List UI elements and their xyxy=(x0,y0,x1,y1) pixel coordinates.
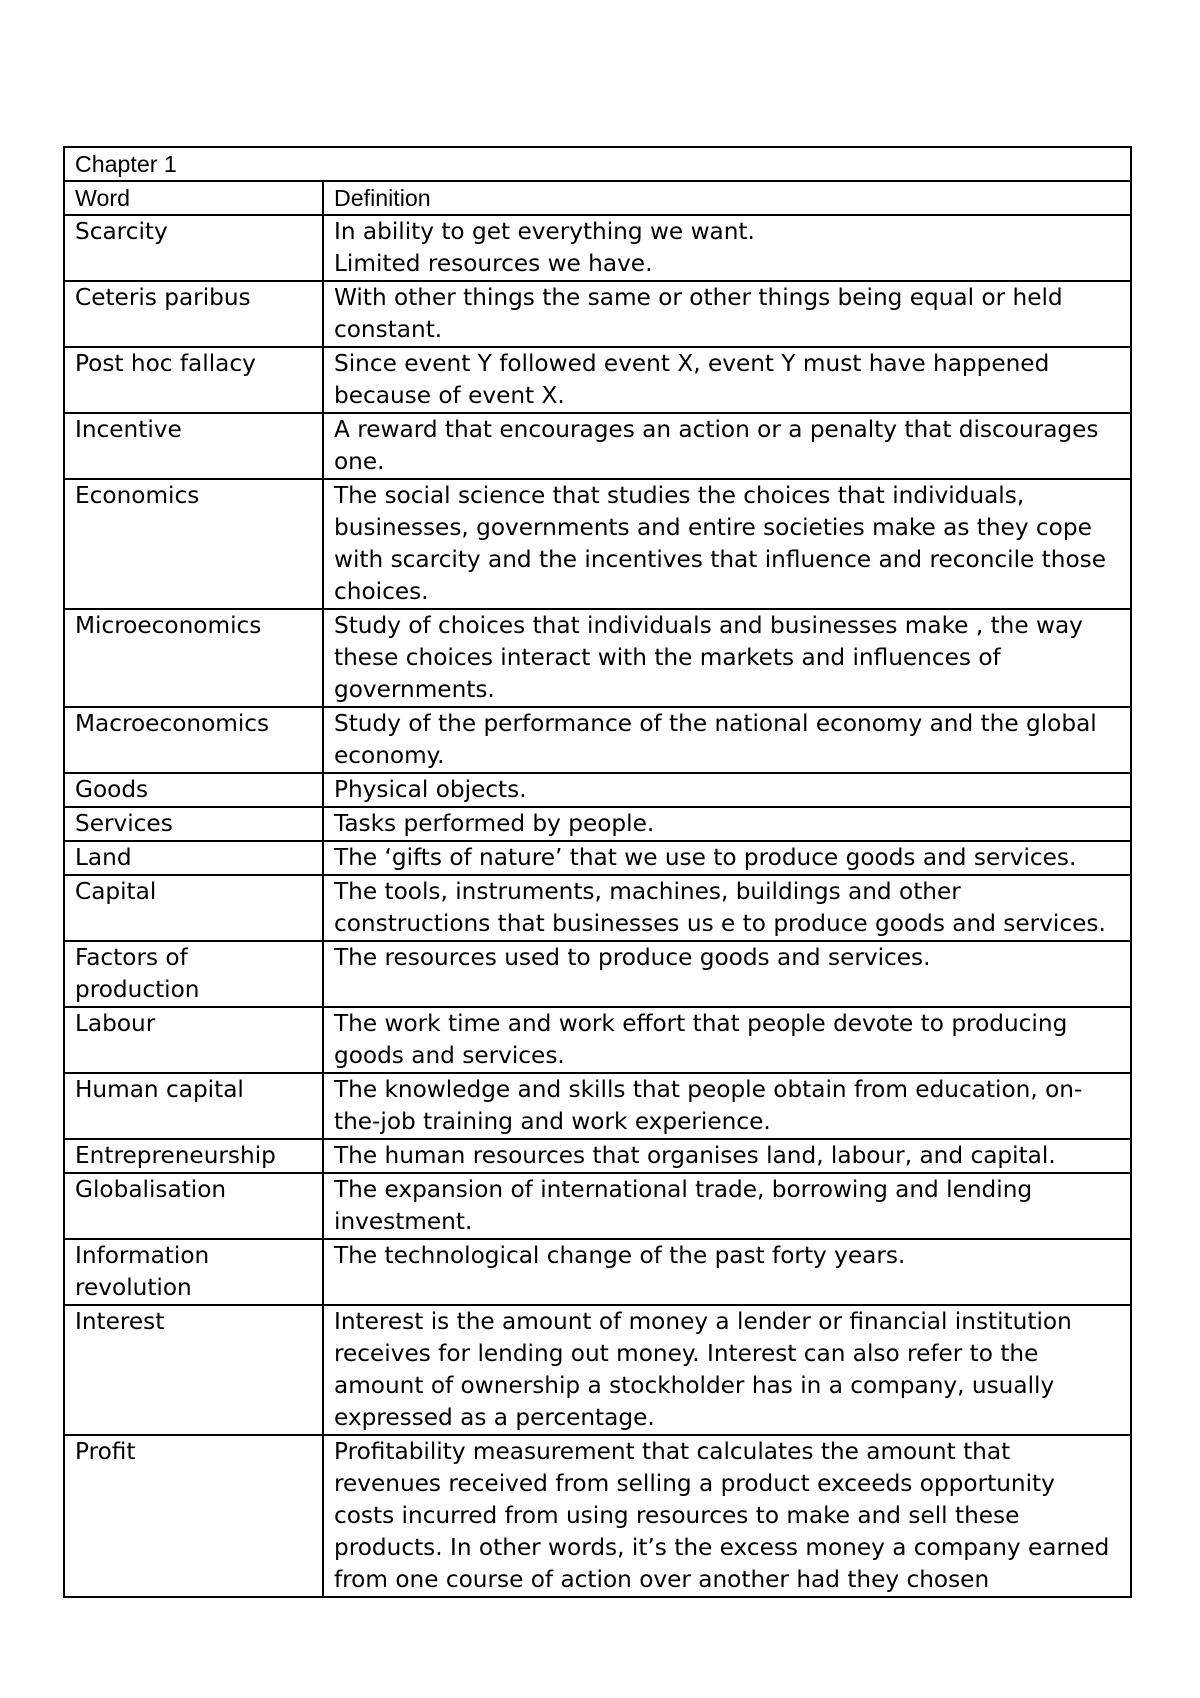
table-row xyxy=(64,1305,1131,1435)
definition-text: The ‘gifts of nature’ that we use to produce goods and services. xyxy=(334,844,1077,871)
word-column-header: Word xyxy=(64,181,323,215)
table-row xyxy=(64,875,1131,941)
definition-text: The work time and work effort that people devote to producing goods and services. xyxy=(334,1010,1068,1069)
definition-cell xyxy=(323,281,1131,347)
definition-text: The tools, instruments, machines, buildings and other constructions that businesses us e to produce goods and services. xyxy=(334,878,1106,937)
definition-text: With other things the same or other things being equal or held constant. xyxy=(334,284,1063,343)
definition-cell xyxy=(323,1239,1131,1305)
definition-text: A reward that encourages an action or a penalty that discourages one. xyxy=(334,416,1099,475)
term-cell: Interest xyxy=(64,1305,323,1435)
table-row xyxy=(64,413,1131,479)
term-cell: Goods xyxy=(64,773,323,807)
definition-text: The expansion of international trade, borrowing and lending investment. xyxy=(334,1176,1033,1235)
definition-text: The knowledge and skills that people obtain from education, on-the-job training and work experience. xyxy=(334,1076,1083,1135)
term-cell: Human capital xyxy=(64,1073,323,1139)
definition-cell xyxy=(323,707,1131,773)
table-caption: Chapter 1 xyxy=(64,147,1131,181)
definition-text: The technological change of the past forty years. xyxy=(334,1242,906,1269)
table-row xyxy=(64,707,1131,773)
document-page xyxy=(63,146,1130,1598)
term-cell: Profit xyxy=(64,1435,323,1597)
term-cell: Labour xyxy=(64,1007,323,1073)
table-row xyxy=(64,281,1131,347)
term-cell: Economics xyxy=(64,479,323,609)
glossary-body xyxy=(64,215,1131,1597)
definition-cell xyxy=(323,875,1131,941)
table-row xyxy=(64,609,1131,707)
definition-cell xyxy=(323,1173,1131,1239)
table-row xyxy=(64,479,1131,609)
definition-cell xyxy=(323,479,1131,609)
definition-text: The social science that studies the choices that individuals, businesses, governments and entire societies make as they cope with scarcity and the incentives that influence and reconcile those choices. xyxy=(334,482,1106,605)
table-row xyxy=(64,1239,1131,1305)
definition-text: The resources used to produce goods and services. xyxy=(334,944,931,971)
definition-cell xyxy=(323,413,1131,479)
definition-cell xyxy=(323,347,1131,413)
term-cell: Factors of production xyxy=(64,941,323,1007)
term-cell: Services xyxy=(64,807,323,841)
table-row xyxy=(64,1073,1131,1139)
definition-cell xyxy=(323,941,1131,1007)
header-row xyxy=(64,181,1131,215)
definition-text: Study of the performance of the national economy and the global economy. xyxy=(334,710,1097,769)
table-row xyxy=(64,773,1131,807)
term-cell: Entrepreneurship xyxy=(64,1139,323,1173)
definition-cell xyxy=(323,1007,1131,1073)
table-row xyxy=(64,215,1131,281)
caption-row xyxy=(64,147,1131,181)
definition-cell xyxy=(323,1139,1131,1173)
term-cell: Post hoc fallacy xyxy=(64,347,323,413)
table-row xyxy=(64,1173,1131,1239)
definition-cell xyxy=(323,807,1131,841)
table-row xyxy=(64,941,1131,1007)
definition-text: Study of choices that individuals and businesses make , the way these choices interact with the markets and influences of governments. xyxy=(334,612,1083,703)
definition-text: Limited resources we have. xyxy=(334,250,653,277)
glossary-table xyxy=(63,146,1132,1598)
definition-cell xyxy=(323,215,1131,281)
table-row xyxy=(64,841,1131,875)
definition-cell xyxy=(323,841,1131,875)
definition-text: Interest is the amount of money a lender or financial institution receives for lending out money. Interest can also refer to the amount of ownership a stockholder has in a company, usually expressed as a percentage. xyxy=(334,1308,1072,1431)
table-row xyxy=(64,1435,1131,1597)
term-cell: Capital xyxy=(64,875,323,941)
term-cell: Incentive xyxy=(64,413,323,479)
definition-text: Profitability measurement that calculates the amount that revenues received from selling a product exceeds opportunity costs incurred from using resources to make and sell these products. In other words, it’s the excess money a company earned from one course of action over another had they chosen xyxy=(334,1438,1110,1593)
definition-cell xyxy=(323,1073,1131,1139)
table-row xyxy=(64,807,1131,841)
term-cell: Information revolution xyxy=(64,1239,323,1305)
term-cell: Ceteris paribus xyxy=(64,281,323,347)
definition-cell xyxy=(323,1435,1131,1597)
table-row xyxy=(64,1007,1131,1073)
definition-text: Physical objects. xyxy=(334,776,527,803)
definition-column-header: Definition xyxy=(323,181,1131,215)
term-cell: Microeconomics xyxy=(64,609,323,707)
term-cell: Scarcity xyxy=(64,215,323,281)
definition-text: Since event Y followed event X, event Y must have happened because of event X. xyxy=(334,350,1050,409)
definition-cell xyxy=(323,609,1131,707)
term-cell: Land xyxy=(64,841,323,875)
definition-cell xyxy=(323,1305,1131,1435)
term-cell: Globalisation xyxy=(64,1173,323,1239)
definition-text: The human resources that organises land, labour, and capital. xyxy=(334,1142,1056,1169)
definition-text: In ability to get everything we want. xyxy=(334,218,755,245)
definition-text: Tasks performed by people. xyxy=(334,810,655,837)
term-cell: Macroeconomics xyxy=(64,707,323,773)
table-row xyxy=(64,347,1131,413)
definition-cell xyxy=(323,773,1131,807)
table-row xyxy=(64,1139,1131,1173)
